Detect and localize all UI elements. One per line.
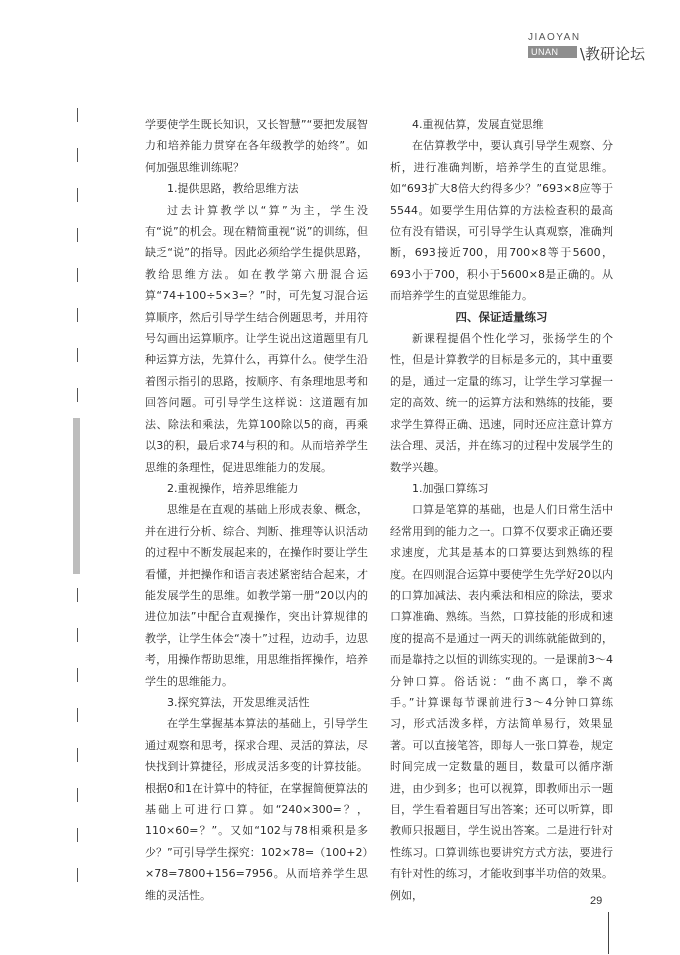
margin-dash — [77, 588, 78, 602]
subsection-heading: 2.重视操作，培养思维能力 — [167, 481, 299, 495]
header-section-title: \教研论坛 — [580, 45, 646, 63]
subsection-heading: 1.提供思路，教给思维方法 — [167, 182, 299, 196]
body-paragraph: 思维是在直观的基础上形成表象、概念，并在进行分析、综合、判断、推理等认识活动的过程中不断发展起来的，在操作时要让学生看懂，并把操作和语言表述紧密结合起来，才能发展学生的思维。如教学第一册“20以内的进位加法”中配合直观操作，突出计算规律的教学，让学生体会“凑十”过程，边动手，边思考，用操作帮助思维，用思维指挥操作，培养学生的思维能力。 — [145, 503, 368, 688]
margin-dash — [77, 828, 78, 842]
body-paragraph: 口算是笔算的基础，也是人们日常生活中经常用到的能力之一。口算不仅要求正确还要求速度，尤其是基本的口算要达到熟练的程度。在四则混合运算中要使学生先学好20以内的口算加减法、表内乘法和相应的除法，要求口算准确、熟练。当然，口算技能的形成和速度的提高不是通过一两天的训练就能做到的，而是靠持之以恒的训练实现的。一是课前3～4分钟口算。俗话说：“曲不离口，拳不离手。”计算课每节课前进行3～4分钟口算练习，形式活泼多样，方法简单易行，效果显著。可以直接笔答，即每人一张口算卷，规定时间完成一定数量的题目，数量可以循序渐进，由少到多；也可以视算，即教师出示一题目，学生看着题目写出答案；还可以听算，即教师只报题目，学生说出答案。二是进行针对性练习。口算训练也要讲究方式方法，要进行有针对性的练习，才能收到事半功倍的效果。例如， — [390, 503, 613, 902]
margin-dash — [77, 748, 78, 762]
margin-dash — [77, 628, 78, 642]
section-heading: 四、保证适量练习 — [455, 309, 548, 324]
margin-dash — [77, 388, 78, 402]
margin-dash — [77, 268, 78, 282]
subsection-heading: 3.探究算法，开发思维灵活性 — [167, 695, 310, 709]
subsection-heading: 1.加强口算练习 — [412, 481, 489, 495]
margin-dash — [77, 188, 78, 202]
body-paragraph: 新课程提倡个性化学习，张扬学生的个性，但是计算教学的目标是多元的，其中重要的是，通过一定量的练习，让学生学习掌握一定的高效、统一的运算方法和熟练的技能，要求学生算得正确、迅速，同时还应注意计算方法合理、灵活，并在练习的过程中发展学生的数学兴趣。 — [390, 332, 613, 474]
right-text-column — [390, 114, 613, 906]
journal-header — [528, 32, 678, 72]
left-text-column — [145, 114, 368, 906]
body-paragraph: 学要使学生既长知识，又长智慧”“要把发展智力和培养能力贯穿在各年级教学的始终”。如何加强思维训练呢？ — [145, 118, 368, 174]
margin-dash — [77, 348, 78, 362]
margin-dash — [77, 228, 78, 242]
header-brand-box: UNAN — [528, 46, 577, 58]
body-paragraph: 在学生掌握基本算法的基础上，引导学生通过观察和思考，探求合理、灵活的算法，尽快找到计算捷径，形成灵活多变的计算技能。根据0和1在计算中的特征，在掌握简便算法的基础上可进行口算。如“240×300=？，110×60=？”。又如“102与78相乘积是多少？”可引导学生探究：102×78=（100+2）×78=7800+156=7956。从而培养学生思维的灵活性。 — [145, 717, 368, 902]
margin-dash — [77, 108, 78, 122]
body-paragraph: 在估算教学中，要认真引导学生观察、分析，进行准确判断，培养学生的直觉思维。如“693扩大8倍大约得多少？”693×8应等于5544。如要学生用估算的方法检查积的最高位有没有错误，可引导学生认真观察，准确判断，693接近700，用700×8等于5600，693小于700，积小于5600×8是正确的。从而培养学生的直觉思维能力。 — [390, 139, 613, 303]
subsection-heading: 4.重视估算，发展直觉思维 — [412, 118, 544, 131]
margin-dash — [77, 148, 78, 162]
header-brand-latin: JIAOYAN — [528, 32, 581, 43]
margin-dash — [77, 868, 78, 882]
margin-dash — [77, 788, 78, 802]
margin-dash — [77, 308, 78, 322]
page-number: 29 — [590, 895, 603, 907]
margin-dash — [77, 708, 78, 722]
footer-rule — [608, 912, 609, 954]
side-gray-bar — [73, 418, 80, 574]
body-paragraph: 过去计算教学以“算”为主，学生没有“说”的机会。现在精简重视“说”的训练，但缺乏“说”的指导。因此必须给学生提供思路，教给思维方法。如在教学第六册混合运算“74+100÷5×3=？”时，可先复习混合运算顺序，然后引导学生结合例题思考，并用符号勾画出运算顺序。让学生说出这道题里有几种运算方法，先算什么，再算什么。使学生沿着图示指引的思路，按顺序、有条理地思考和回答问题。可引导学生这样说：这道题有加法、除法和乘法，先算100除以5的商，再乘以3的积，最后求74与积的和。从而培养学生思维的条理性，促进思维能力的发展。 — [145, 203, 368, 474]
margin-dash — [77, 668, 78, 682]
